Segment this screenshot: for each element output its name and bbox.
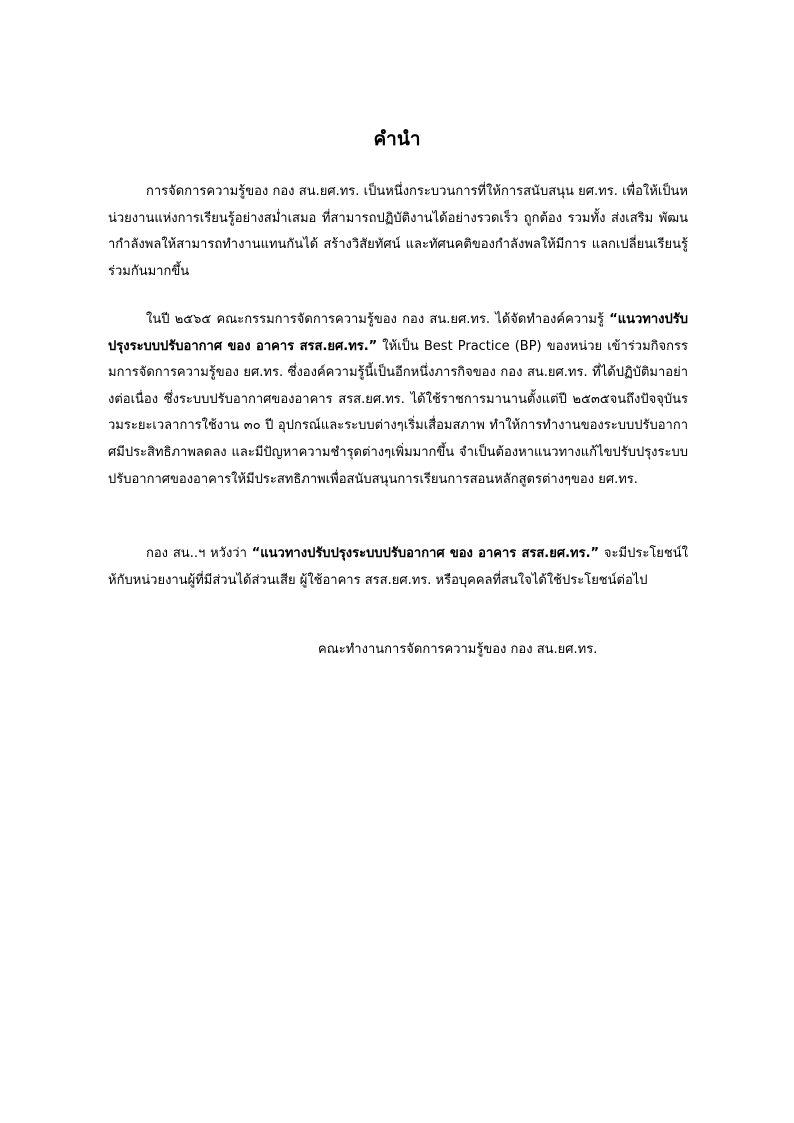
page-title: คำนำ xyxy=(373,128,421,150)
paragraph-intro: การจัดการความรู้ของ กอง สน.ยศ.ทร. เป็นหนึ่งกระบวนการที่ให้การสนับสนุน ยศ.ทร. เพื่อให้เป็นหน่วยงานแห่งการเรียนรู้อย่างสม่ำเสมอ ที่สามารถปฏิบัติงานได้อย่างรวดเร็ว ถูกต้อง รวมทั้ง ส่งเสริม พัฒนากำลังพลให้สามารถทำงานแทนกันได้ สร้างวิสัยทัศน์ และทัศนคติของกำลังพลให้มีการ แลกเปลี่ยนเรียนรู้ร่วมกันมากขึ้น xyxy=(108,184,688,279)
paragraph-project-intro: ในปี ๒๕๖๕ คณะกรรมการจัดการความรู้ของ กอง สน.ยศ.ทร. ได้จัดทำองค์ความรู้ xyxy=(146,312,610,327)
paragraph-project xyxy=(108,307,688,493)
closing-title-highlight: “แนวทางปรับปรุงระบบปรับอากาศ ของ อาคาร สรส.ยศ.ทร.” xyxy=(251,546,600,561)
paragraph-closing xyxy=(108,541,688,594)
signature: คณะทำงานการจัดการความรู้ของ กอง สน.ยศ.ทร. xyxy=(318,642,598,657)
paragraph-closing-intro: กอง สน..ฯ หวังว่า xyxy=(146,546,252,561)
paragraph-closing-body: จะมีประโยชน์ให้กับหน่วยงานผู้ที่มีส่วนได้ส่วนเสีย ผู้ใช้อาคาร สรส.ยศ.ทร. หรือบุคคลที่สนใจได้ใช้ประโยชน์ต่อไป xyxy=(108,546,688,588)
project-title-highlight: “แนวทางปรับปรุงระบบปรับอากาศ ของ อาคาร สรส.ยศ.ทร.” xyxy=(108,312,688,354)
paragraph-project-body: ให้เป็น Best Practice (BP) ของหน่วย เข้าร่วมกิจกรรมการจัดการความรู้ของ ยศ.ทร. ซึ่งองค์ความรู้นี้เป็นอีกหนึ่งภารกิจของ กอง สน.ยศ.ทร. ที่ได้ปฏิบัติมาอย่างต่อเนื่อง ซึ่งระบบปรับอากาศของอาคาร สรส.ยศ.ทร. ได้ใช้ราชการมานานตั้งแต่ปี ๒๕๓๕จนถึงปัจจุบันรวมระยะเวลาการใช้งาน ๓๐ ปี อุปกรณ์และระบบต่างๆเริ่มเสื่อมสภาพ ทำให้การทำงานของระบบปรับอากาศมีประสิทธิภาพลดลง และมีปัญหาความชำรุดต่างๆเพิ่มมากขึ้น จำเป็นต้องหาแนวทางแก้ไขปรับปรุงระบบปรับอากาศของอาคารให้มีประสทธิภาพเพื่อสนับสนุนการเรียนการสอนหลักสูตรต่างๆของ ยศ.ทร. xyxy=(108,338,688,487)
